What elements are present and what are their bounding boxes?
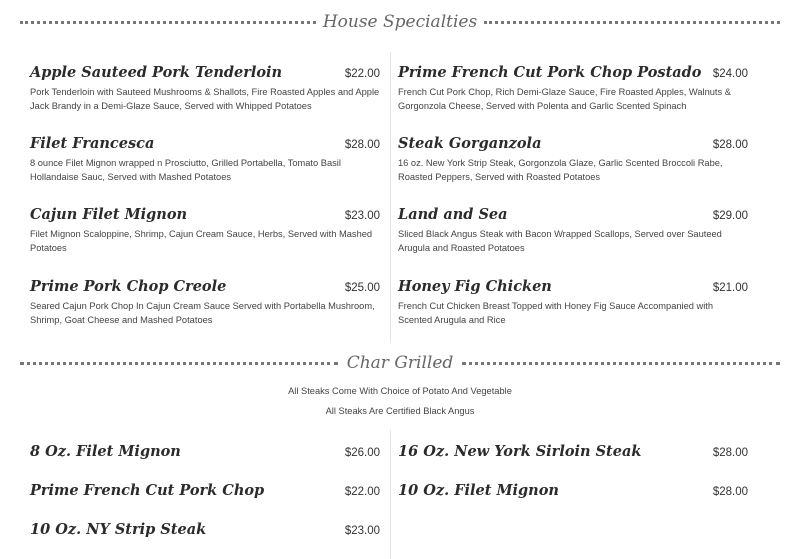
item-price: $21.00 bbox=[712, 282, 748, 294]
column-divider bbox=[390, 430, 391, 559]
item-description: Filet Mignon Scaloppine, Shrimp, Cajun Cream Sauce, Herbs, Served with Mashed Potatoes bbox=[30, 229, 373, 253]
item-name: 16 Oz. New York Sirloin Steak bbox=[398, 443, 642, 460]
item-description: French Cut Pork Chop, Rich Demi-Glaze Sauce, Fire Roasted Apples, Walnuts & Gorgonzola Cheese, Served with Polenta and Garlic Scented Spinach bbox=[398, 87, 731, 111]
item-price: $23.00 bbox=[344, 525, 380, 537]
item-name: Steak Gorganzola bbox=[398, 135, 542, 152]
item-description: 16 oz. New York Strip Steak, Gorgonzola Glaze, Garlic Scented Broccoli Rabe, Roasted Peppers, Served with Roasted Potatoes bbox=[398, 158, 723, 182]
section-header-char-grilled bbox=[20, 351, 780, 375]
item-price: $28.00 bbox=[712, 447, 748, 459]
item-name: 8 Oz. Filet Mignon bbox=[30, 443, 181, 460]
section-title: Char Grilled bbox=[346, 353, 454, 373]
item-name: 10 Oz. NY Strip Steak bbox=[30, 521, 207, 538]
item-name: Prime Pork Chop Creole bbox=[30, 278, 227, 295]
item-name: Land and Sea bbox=[398, 206, 508, 223]
item-description: Pork Tenderloin with Sauteed Mushrooms & Shallots, Fire Roasted Apples and Apple Jack Brandy in a Demi-Glaze Sauce, Served with Whipped Potatoes bbox=[30, 87, 380, 111]
dotted-rule-right bbox=[484, 21, 780, 24]
item-price: $28.00 bbox=[344, 139, 380, 151]
item-name: Cajun Filet Mignon bbox=[30, 206, 188, 223]
item-price: $22.00 bbox=[344, 486, 380, 498]
item-description: French Cut Chicken Breast Topped with Honey Fig Sauce Accompanied with Scented Arugula and Rice bbox=[398, 301, 714, 325]
item-name: 10 Oz. Filet Mignon bbox=[398, 482, 559, 499]
item-description: Sliced Black Angus Steak with Bacon Wrapped Scallops, Served over Sauteed Arugula and Roasted Potatoes bbox=[398, 229, 722, 253]
item-name: Filet Francesca bbox=[30, 135, 155, 152]
item-price: $25.00 bbox=[344, 282, 380, 294]
item-price: $26.00 bbox=[344, 447, 380, 459]
item-description: Seared Cajun Pork Chop In Cajun Cream Sauce Served with Portabella Mushroom, Shrimp, Goat Cheese and Mashed Potatoes bbox=[30, 301, 375, 325]
section-note: All Steaks Come With Choice of Potato And Vegetable bbox=[288, 386, 512, 396]
item-description: 8 ounce Filet Mignon wrapped n Prosciutto, Grilled Portabella, Tomato Basil Hollandaise Sauc, Served with Mashed Potatoes bbox=[30, 158, 341, 182]
item-price: $28.00 bbox=[712, 139, 748, 151]
section-header-house-specialties bbox=[20, 10, 780, 34]
item-name: Prime French Cut Pork Chop bbox=[30, 482, 265, 499]
section-title: House Specialties bbox=[322, 12, 478, 32]
item-price: $22.00 bbox=[344, 68, 380, 80]
item-name: Apple Sauteed Pork Tenderloin bbox=[30, 64, 283, 81]
item-price: $24.00 bbox=[712, 68, 748, 80]
column-divider bbox=[390, 52, 391, 342]
item-price: $28.00 bbox=[712, 486, 748, 498]
section-note: All Steaks Are Certified Black Angus bbox=[325, 406, 475, 416]
item-name: Honey Fig Chicken bbox=[398, 278, 552, 295]
item-name: Prime French Cut Pork Chop Postado bbox=[398, 64, 702, 81]
dotted-rule-right bbox=[462, 362, 780, 365]
item-price: $29.00 bbox=[712, 210, 748, 222]
item-price: $23.00 bbox=[344, 210, 380, 222]
